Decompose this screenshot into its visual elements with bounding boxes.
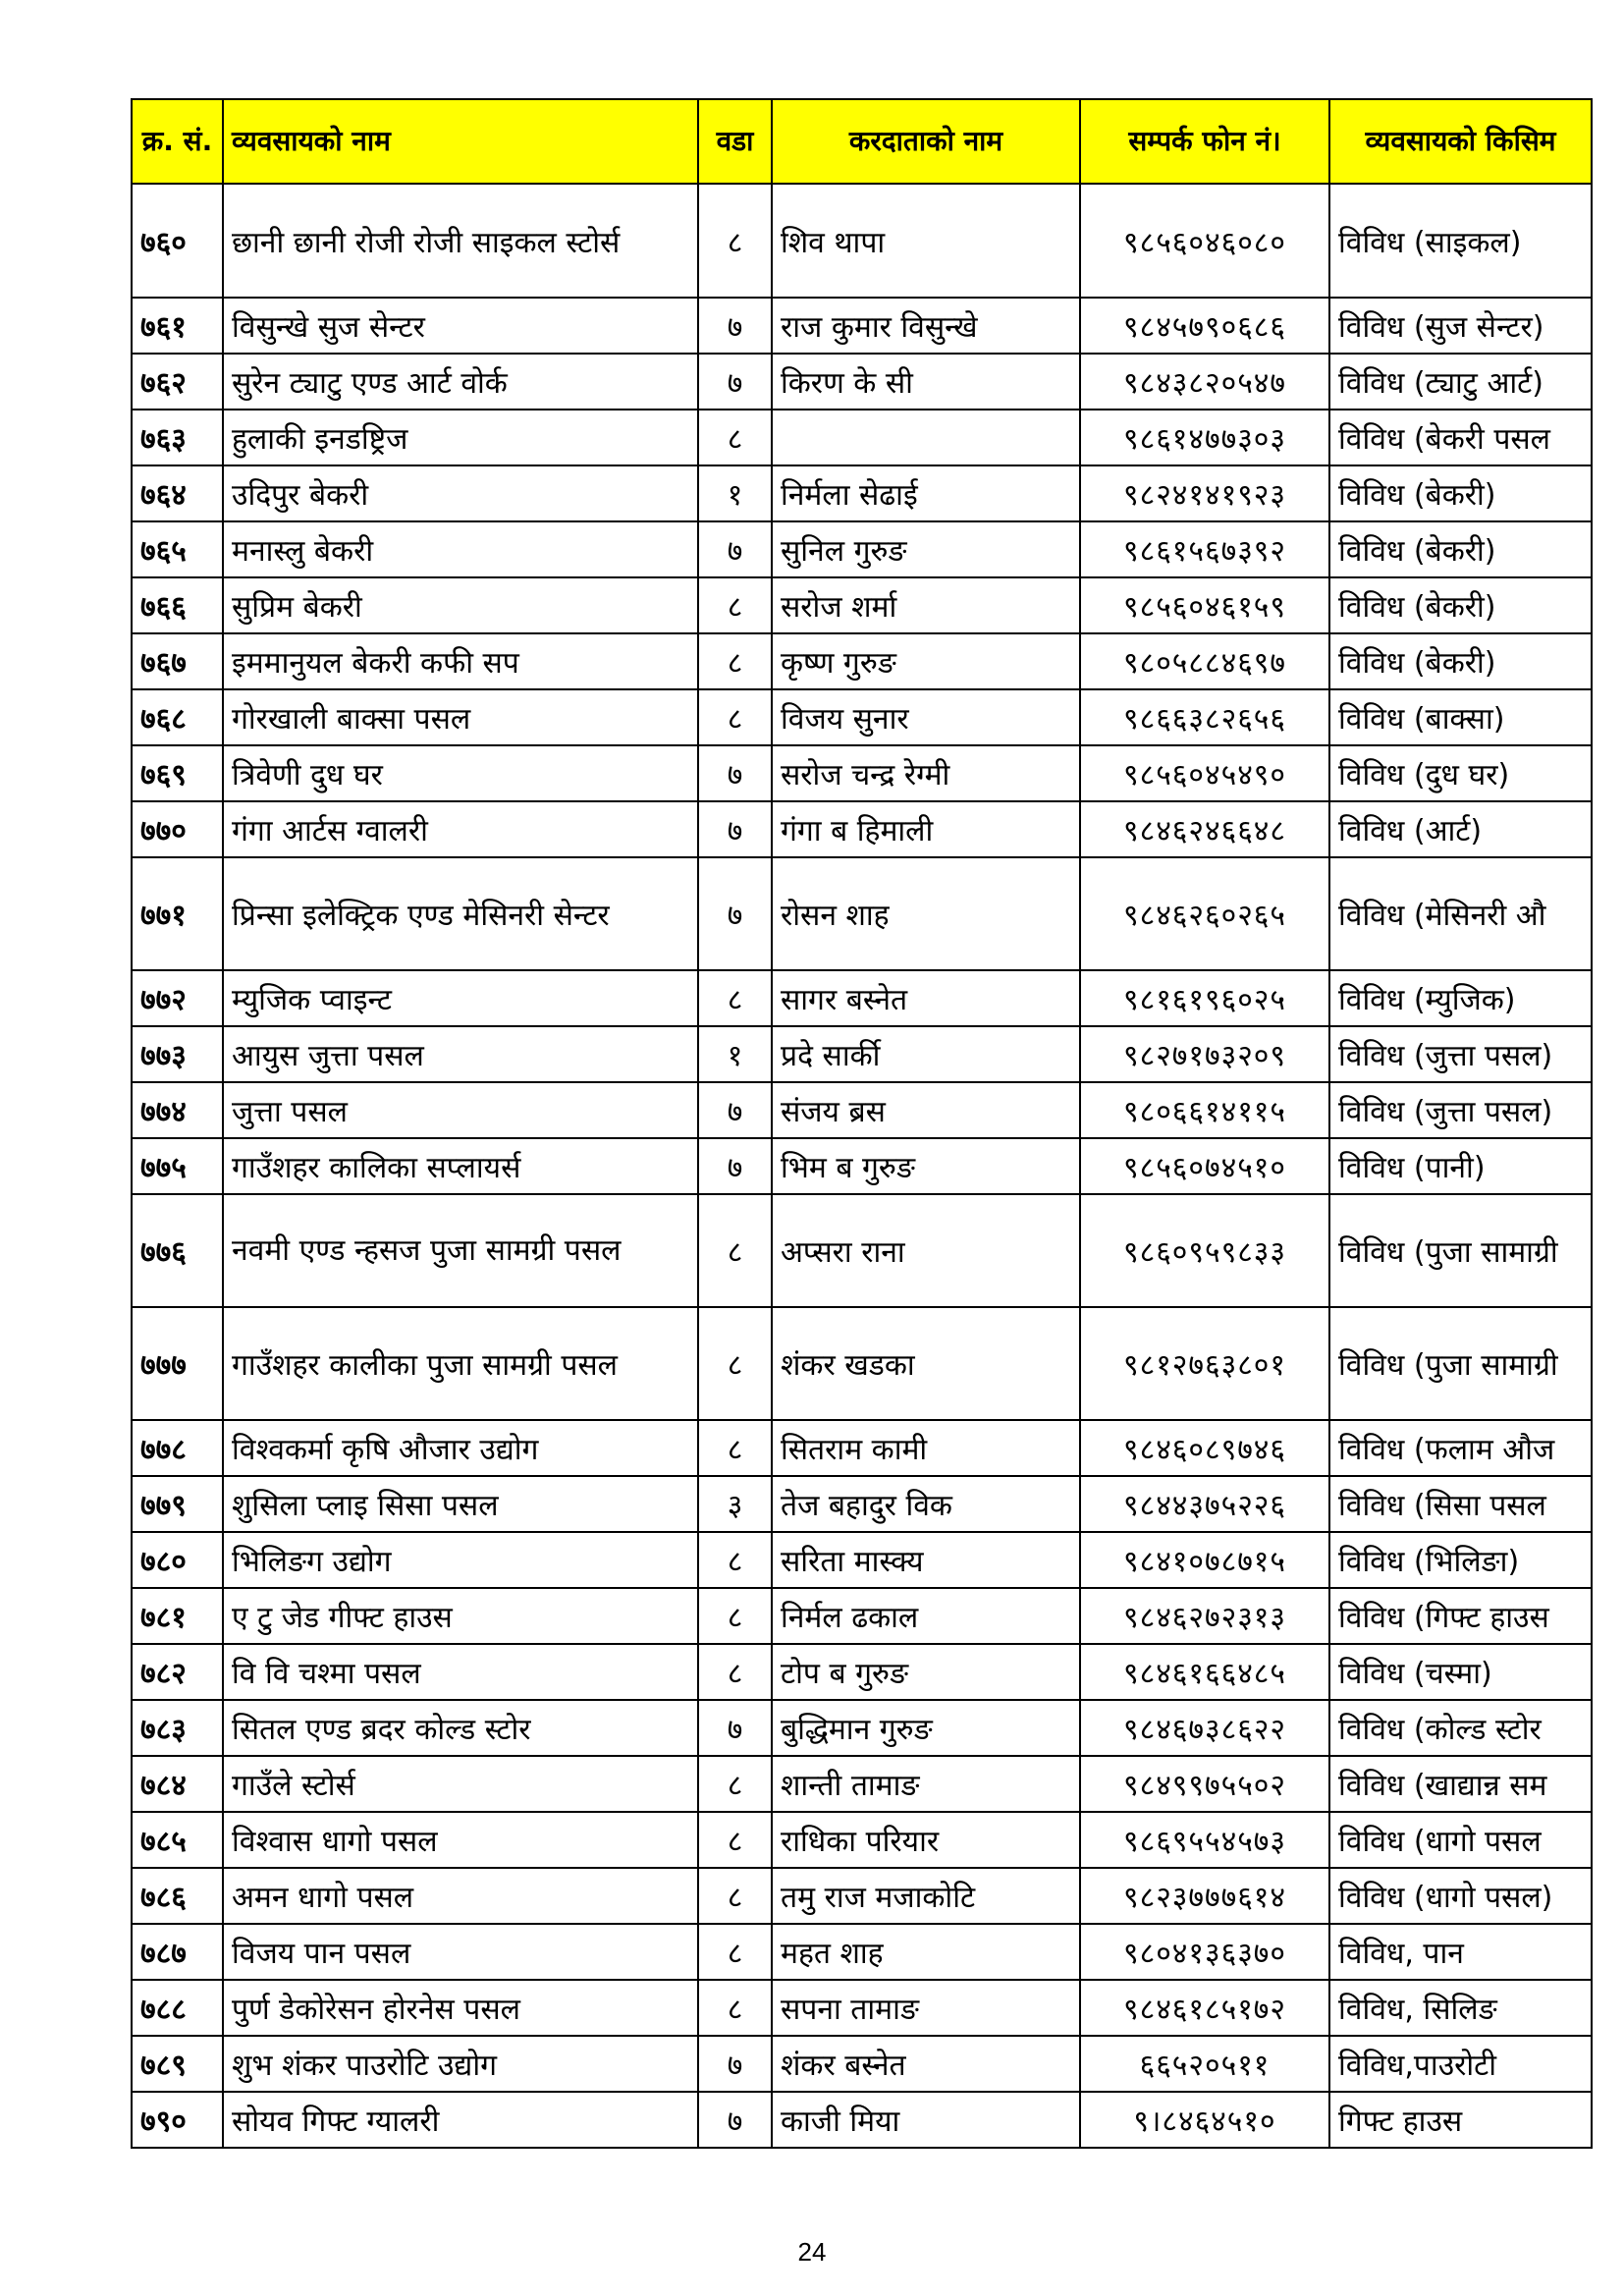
table-row — [132, 1812, 1592, 1868]
serial-number-cell: ७६५ — [132, 521, 223, 577]
header-business-name: व्यवसायको नाम — [223, 99, 698, 184]
taxpayer-name-cell: टोप ब गुरुङ — [772, 1644, 1080, 1700]
business-name-cell: ए टु जेड गीफ्ट हाउस — [223, 1588, 698, 1644]
serial-number-cell: ७८६ — [132, 1868, 223, 1924]
ward-cell: ७ — [698, 298, 772, 354]
business-name-cell: गाउँशहर कालिका सप्लायर्स — [223, 1138, 698, 1194]
table-row — [132, 2036, 1592, 2092]
table-body — [132, 184, 1592, 2148]
ward-cell: ८ — [698, 1644, 772, 1700]
phone-number-cell: ९८५६०७४५१० — [1080, 1138, 1329, 1194]
taxpayer-name-cell: शंकर बस्नेत — [772, 2036, 1080, 2092]
serial-number-cell: ७६९ — [132, 745, 223, 801]
phone-number-cell: ९८२७१७३२०९ — [1080, 1026, 1329, 1082]
taxpayer-name-cell: सितराम कामी — [772, 1420, 1080, 1476]
ward-cell: १ — [698, 465, 772, 521]
taxpayer-name-cell: बुद्धिमान गुरुङ — [772, 1700, 1080, 1756]
table-header-row — [132, 99, 1592, 184]
serial-number-cell: ७७६ — [132, 1194, 223, 1307]
header-serial-number: क्र. सं. — [132, 99, 223, 184]
table-row — [132, 1868, 1592, 1924]
business-name-cell: गंगा आर्टस ग्वालरी — [223, 801, 698, 857]
business-type-cell: विविध (सुज सेन्टर) — [1329, 298, 1592, 354]
phone-number-cell: ९८४३८२०५४७ — [1080, 354, 1329, 410]
table-row — [132, 1307, 1592, 1420]
taxpayer-name-cell: सरिता मास्क्य — [772, 1532, 1080, 1588]
serial-number-cell: ७८३ — [132, 1700, 223, 1756]
business-name-cell: नवमी एण्ड न्हसज पुजा सामग्री पसल — [223, 1194, 698, 1307]
taxpayer-name-cell: सरोज चन्द्र रेग्मी — [772, 745, 1080, 801]
taxpayer-name-cell — [772, 410, 1080, 465]
taxpayer-name-cell: सागर बस्नेत — [772, 970, 1080, 1026]
serial-number-cell: ७८४ — [132, 1756, 223, 1812]
serial-number-cell: ७९० — [132, 2092, 223, 2148]
ward-cell: ७ — [698, 857, 772, 970]
table-row — [132, 970, 1592, 1026]
serial-number-cell: ७७५ — [132, 1138, 223, 1194]
phone-number-cell: ९८५६०४५४९० — [1080, 745, 1329, 801]
business-type-cell: विविध (खाद्यान्न सम — [1329, 1756, 1592, 1812]
business-name-cell: सितल एण्ड ब्रदर कोल्ड स्टोर — [223, 1700, 698, 1756]
serial-number-cell: ७८९ — [132, 2036, 223, 2092]
taxpayer-name-cell: कृष्ण गुरुङ — [772, 633, 1080, 689]
table-row — [132, 298, 1592, 354]
taxpayer-name-cell: शंकर खडका — [772, 1307, 1080, 1420]
serial-number-cell: ७६० — [132, 184, 223, 298]
serial-number-cell: ७७० — [132, 801, 223, 857]
business-type-cell: विविध,पाउरोटी — [1329, 2036, 1592, 2092]
ward-cell: ८ — [698, 1588, 772, 1644]
business-name-cell: पुर्ण डेकोरेसन होरनेस पसल — [223, 1980, 698, 2036]
table-row — [132, 1924, 1592, 1980]
taxpayer-name-cell: रोसन शाह — [772, 857, 1080, 970]
serial-number-cell: ७६२ — [132, 354, 223, 410]
table-row — [132, 410, 1592, 465]
phone-number-cell: ९८४६७३८६२२ — [1080, 1700, 1329, 1756]
serial-number-cell: ७७९ — [132, 1476, 223, 1532]
phone-number-cell: ६६५२०५११ — [1080, 2036, 1329, 2092]
taxpayer-name-cell: राधिका परियार — [772, 1812, 1080, 1868]
phone-number-cell: ९८०६६१४११५ — [1080, 1082, 1329, 1138]
phone-number-cell: ९८४६१६६४८५ — [1080, 1644, 1329, 1700]
serial-number-cell: ७७३ — [132, 1026, 223, 1082]
ward-cell: ८ — [698, 633, 772, 689]
table-row — [132, 1644, 1592, 1700]
table-row — [132, 1476, 1592, 1532]
table-row — [132, 745, 1592, 801]
business-type-cell: विविध, पान — [1329, 1924, 1592, 1980]
ward-cell: ८ — [698, 184, 772, 298]
business-type-cell: विविध (पुजा सामाग्री — [1329, 1194, 1592, 1307]
business-name-cell: शुसिला प्लाइ सिसा पसल — [223, 1476, 698, 1532]
business-type-cell: विविध (बेकरी) — [1329, 521, 1592, 577]
business-type-cell: विविध (जुत्ता पसल) — [1329, 1082, 1592, 1138]
serial-number-cell: ७८२ — [132, 1644, 223, 1700]
business-name-cell: इममानुयल बेकरी कफी सप — [223, 633, 698, 689]
table-row — [132, 354, 1592, 410]
table-row — [132, 2092, 1592, 2148]
business-type-cell: विविध (मेसिनरी औ — [1329, 857, 1592, 970]
business-name-cell: छानी छानी रोजी रोजी साइकल स्टोर्स — [223, 184, 698, 298]
business-type-cell: विविध (बेकरी) — [1329, 577, 1592, 633]
serial-number-cell: ७७१ — [132, 857, 223, 970]
taxpayer-name-cell: सरोज शर्मा — [772, 577, 1080, 633]
business-type-cell: विविध (कोल्ड स्टोर — [1329, 1700, 1592, 1756]
ward-cell: ८ — [698, 1194, 772, 1307]
phone-number-cell: ९८४६२७२३१३ — [1080, 1588, 1329, 1644]
phone-number-cell: ९८४६०८९७४६ — [1080, 1420, 1329, 1476]
ward-cell: ८ — [698, 1868, 772, 1924]
business-type-cell: विविध (ट्याटु आर्ट) — [1329, 354, 1592, 410]
taxpayer-name-cell: निर्मल ढकाल — [772, 1588, 1080, 1644]
taxpayer-name-cell: सपना तामाङ — [772, 1980, 1080, 2036]
business-type-cell: विविध (सिसा पसल — [1329, 1476, 1592, 1532]
phone-number-cell: ९८४६१८५१७२ — [1080, 1980, 1329, 2036]
phone-number-cell: ९८०४१३६३७० — [1080, 1924, 1329, 1980]
phone-number-cell: ९८५६०४६१५९ — [1080, 577, 1329, 633]
table-row — [132, 857, 1592, 970]
ward-cell: ८ — [698, 970, 772, 1026]
serial-number-cell: ७६६ — [132, 577, 223, 633]
business-name-cell: उदिपुर बेकरी — [223, 465, 698, 521]
ward-cell: ८ — [698, 1307, 772, 1420]
taxpayer-name-cell: किरण के सी — [772, 354, 1080, 410]
serial-number-cell: ७७२ — [132, 970, 223, 1026]
phone-number-cell: ९८६०९५९८३३ — [1080, 1194, 1329, 1307]
business-type-cell: विविध (चस्मा) — [1329, 1644, 1592, 1700]
serial-number-cell: ७६८ — [132, 689, 223, 745]
table-row — [132, 577, 1592, 633]
taxpayer-name-cell: तमु राज मजाकोटि — [772, 1868, 1080, 1924]
phone-number-cell: ९८१६१९६०२५ — [1080, 970, 1329, 1026]
header-ward: वडा — [698, 99, 772, 184]
taxpayer-name-cell: काजी मिया — [772, 2092, 1080, 2148]
business-name-cell: विश्वास धागो पसल — [223, 1812, 698, 1868]
serial-number-cell: ७७८ — [132, 1420, 223, 1476]
serial-number-cell: ७७४ — [132, 1082, 223, 1138]
taxpayer-name-cell: राज कुमार विसुन्खे — [772, 298, 1080, 354]
phone-number-cell: ९८५६०४६०८० — [1080, 184, 1329, 298]
page-number: 24 — [797, 2237, 827, 2267]
header-taxpayer-name: करदाताको नाम — [772, 99, 1080, 184]
business-type-cell: विविध (बेकरी) — [1329, 633, 1592, 689]
table-row — [132, 1756, 1592, 1812]
phone-number-cell: ९८६६३८२६५६ — [1080, 689, 1329, 745]
taxpayer-name-cell: गंगा ब हिमाली — [772, 801, 1080, 857]
business-name-cell: आयुस जुत्ता पसल — [223, 1026, 698, 1082]
business-name-cell: त्रिवेणी दुध घर — [223, 745, 698, 801]
ward-cell: ८ — [698, 1980, 772, 2036]
business-name-cell: अमन धागो पसल — [223, 1868, 698, 1924]
business-name-cell: विसुन्खे सुज सेन्टर — [223, 298, 698, 354]
table-row — [132, 1700, 1592, 1756]
serial-number-cell: ७६४ — [132, 465, 223, 521]
serial-number-cell: ७६७ — [132, 633, 223, 689]
table-row — [132, 801, 1592, 857]
business-type-cell: विविध (गिफ्ट हाउस — [1329, 1588, 1592, 1644]
business-type-cell: विविध, सिलिङ — [1329, 1980, 1592, 2036]
table-row — [132, 465, 1592, 521]
taxpayer-name-cell: सुनिल गुरुङ — [772, 521, 1080, 577]
taxpayer-name-cell: प्रदे सार्की — [772, 1026, 1080, 1082]
phone-number-cell: ९८६९५५४५७३ — [1080, 1812, 1329, 1868]
ward-cell: ८ — [698, 1756, 772, 1812]
business-type-cell: विविध (पुजा सामाग्री — [1329, 1307, 1592, 1420]
table-row — [132, 1026, 1592, 1082]
table-row — [132, 1138, 1592, 1194]
phone-number-cell: ९।८४६४५१० — [1080, 2092, 1329, 2148]
ward-cell: १ — [698, 1026, 772, 1082]
header-business-type: व्यवसायको किसिम — [1329, 99, 1592, 184]
ward-cell: ७ — [698, 801, 772, 857]
taxpayer-name-cell: विजय सुनार — [772, 689, 1080, 745]
serial-number-cell: ७८७ — [132, 1924, 223, 1980]
phone-number-cell: ९८४४३७५२२६ — [1080, 1476, 1329, 1532]
taxpayer-name-cell: अप्सरा राना — [772, 1194, 1080, 1307]
business-type-cell: विविध (बाक्सा) — [1329, 689, 1592, 745]
business-type-cell: विविध (आर्ट) — [1329, 801, 1592, 857]
business-name-cell: शुभ शंकर पाउरोटि उद्योग — [223, 2036, 698, 2092]
business-name-cell: मनास्लु बेकरी — [223, 521, 698, 577]
business-name-cell: गाउँशहर कालीका पुजा सामग्री पसल — [223, 1307, 698, 1420]
ward-cell: ७ — [698, 1700, 772, 1756]
serial-number-cell: ७७७ — [132, 1307, 223, 1420]
phone-number-cell: ९८४१०७८७१५ — [1080, 1532, 1329, 1588]
serial-number-cell: ७६१ — [132, 298, 223, 354]
phone-number-cell: ९८६१४७७३०३ — [1080, 410, 1329, 465]
ward-cell: ८ — [698, 689, 772, 745]
business-type-cell: गिफ्ट हाउस — [1329, 2092, 1592, 2148]
business-type-cell: विविध (साइकल) — [1329, 184, 1592, 298]
business-name-cell: म्युजिक प्वाइन्ट — [223, 970, 698, 1026]
ward-cell: ३ — [698, 1476, 772, 1532]
taxpayer-name-cell: निर्मला सेढाई — [772, 465, 1080, 521]
table-row — [132, 1532, 1592, 1588]
table-row — [132, 521, 1592, 577]
table-row — [132, 1588, 1592, 1644]
taxpayer-name-cell: भिम ब गुरुङ — [772, 1138, 1080, 1194]
business-type-cell: विविध (बेकरी पसल — [1329, 410, 1592, 465]
table-row — [132, 1082, 1592, 1138]
ward-cell: ८ — [698, 577, 772, 633]
business-type-cell: विविध (धागो पसल) — [1329, 1868, 1592, 1924]
serial-number-cell: ७८० — [132, 1532, 223, 1588]
phone-number-cell: ९८०५८८४६९७ — [1080, 633, 1329, 689]
ward-cell: ८ — [698, 1532, 772, 1588]
serial-number-cell: ७८८ — [132, 1980, 223, 2036]
table-row — [132, 1194, 1592, 1307]
business-type-cell: विविध (म्युजिक) — [1329, 970, 1592, 1026]
serial-number-cell: ७६३ — [132, 410, 223, 465]
taxpayer-name-cell: संजय ब्रस — [772, 1082, 1080, 1138]
phone-number-cell: ९८४६२६०२६५ — [1080, 857, 1329, 970]
table-row — [132, 689, 1592, 745]
table-row — [132, 184, 1592, 298]
phone-number-cell: ९८१२७६३८०१ — [1080, 1307, 1329, 1420]
table-row — [132, 1420, 1592, 1476]
taxpayer-name-cell: तेज बहादुर विक — [772, 1476, 1080, 1532]
taxpayer-name-cell: शान्ती तामाङ — [772, 1756, 1080, 1812]
ward-cell: ७ — [698, 1138, 772, 1194]
phone-number-cell: ९८४५७९०६८६ — [1080, 298, 1329, 354]
phone-number-cell: ९८६१५६७३९२ — [1080, 521, 1329, 577]
ward-cell: ७ — [698, 1082, 772, 1138]
serial-number-cell: ७८५ — [132, 1812, 223, 1868]
phone-number-cell: ९८२४१४१९२३ — [1080, 465, 1329, 521]
ward-cell: ८ — [698, 1924, 772, 1980]
business-type-cell: विविध (बेकरी) — [1329, 465, 1592, 521]
business-name-cell: वि वि चश्मा पसल — [223, 1644, 698, 1700]
phone-number-cell: ९८२३७७७६१४ — [1080, 1868, 1329, 1924]
business-name-cell: विश्वकर्मा कृषि औजार उद्योग — [223, 1420, 698, 1476]
business-name-cell: भिलिङग उद्योग — [223, 1532, 698, 1588]
business-type-cell: विविध (धागो पसल — [1329, 1812, 1592, 1868]
ward-cell: ७ — [698, 521, 772, 577]
business-name-cell: सुरेन ट्याटु एण्ड आर्ट वोर्क — [223, 354, 698, 410]
ward-cell: ८ — [698, 1420, 772, 1476]
table-row — [132, 633, 1592, 689]
ward-cell: ७ — [698, 2092, 772, 2148]
ward-cell: ८ — [698, 1812, 772, 1868]
business-name-cell: गाउँले स्टोर्स — [223, 1756, 698, 1812]
business-name-cell: गोरखाली बाक्सा पसल — [223, 689, 698, 745]
business-type-cell: विविध (जुत्ता पसल) — [1329, 1026, 1592, 1082]
business-name-cell: सोयव गिफ्ट ग्यालरी — [223, 2092, 698, 2148]
business-type-cell: विविध (पानी) — [1329, 1138, 1592, 1194]
phone-number-cell: ९८४९९७५५०२ — [1080, 1756, 1329, 1812]
ward-cell: ७ — [698, 354, 772, 410]
serial-number-cell: ७८१ — [132, 1588, 223, 1644]
ward-cell: ७ — [698, 2036, 772, 2092]
ward-cell: ७ — [698, 745, 772, 801]
business-table — [131, 98, 1593, 2149]
phone-number-cell: ९८४६२४६६४८ — [1080, 801, 1329, 857]
taxpayer-name-cell: शिव थापा — [772, 184, 1080, 298]
header-phone: सम्पर्क फोन नं। — [1080, 99, 1329, 184]
business-name-cell: जुत्ता पसल — [223, 1082, 698, 1138]
business-type-cell: विविध (भिलिङा) — [1329, 1532, 1592, 1588]
ward-cell: ८ — [698, 410, 772, 465]
business-type-cell: विविध (फलाम औज — [1329, 1420, 1592, 1476]
business-type-cell: विविध (दुध घर) — [1329, 745, 1592, 801]
business-name-cell: हुलाकी इनडष्ट्रिज — [223, 410, 698, 465]
business-name-cell: सुप्रिम बेकरी — [223, 577, 698, 633]
business-name-cell: प्रिन्सा इलेक्ट्रिक एण्ड मेसिनरी सेन्टर — [223, 857, 698, 970]
taxpayer-name-cell: महत शाह — [772, 1924, 1080, 1980]
table-row — [132, 1980, 1592, 2036]
business-name-cell: विजय पान पसल — [223, 1924, 698, 1980]
